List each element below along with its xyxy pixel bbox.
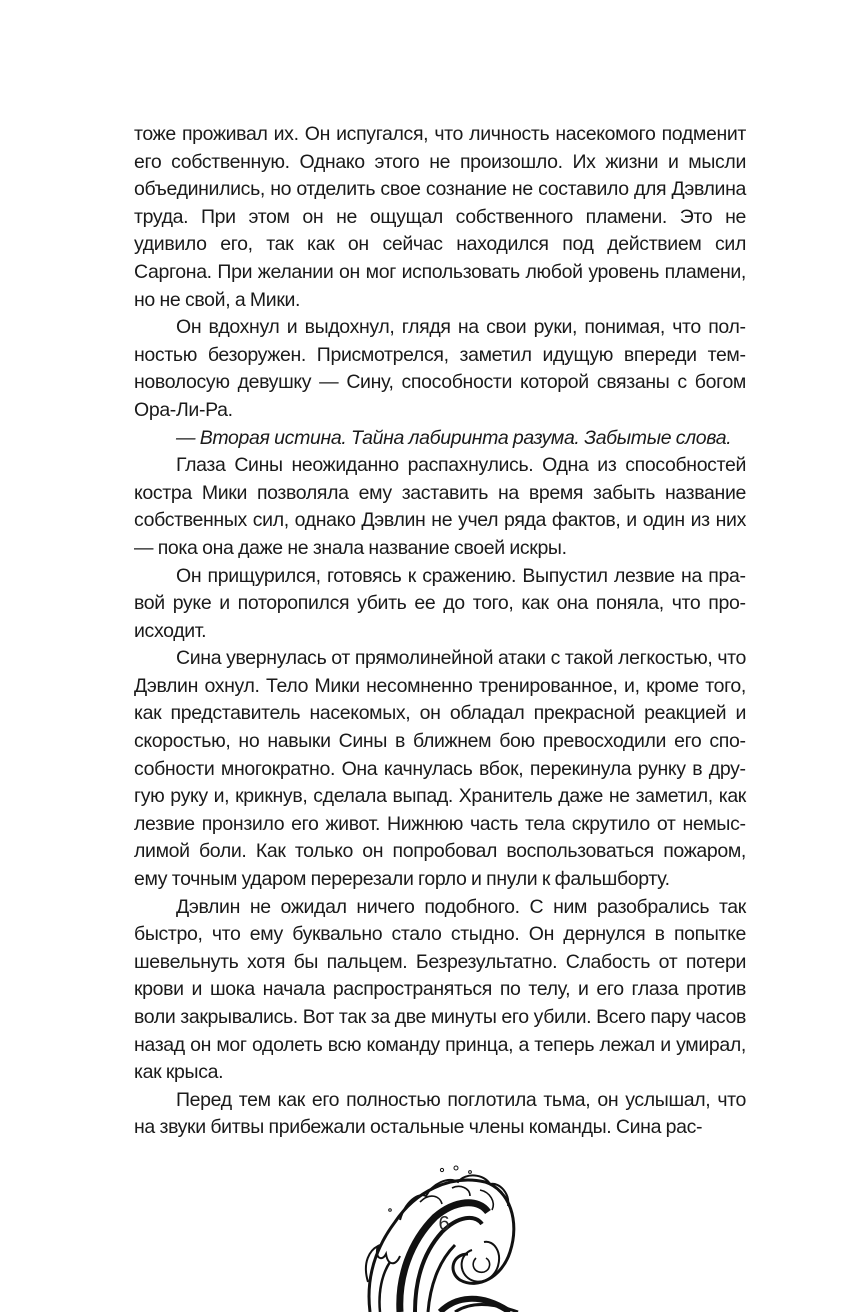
paragraph-3-incantation: — Вторая истина. Тайна лабиринта разума. Забытые слова. [176, 426, 732, 449]
paragraph-2: Он вдохнул и выдохнул, глядя на свои руки, понимая, что полностью безоружен. Присмотрелся, заметил идущую впереди темноволосую девушку — Сину, способности которой связаны с богом Ора-Ли-Ра. [134, 316, 746, 421]
page-number: 6 [438, 1213, 450, 1235]
paragraph-5: Он прищурился, готовясь к сражению. Выпустил лезвие на правой руке и поторопился убить ее до того, как она поняла, что происходит. [134, 564, 746, 642]
paragraph-7: Дэвлин не ожидал ничего подобного. С ним разобрались так быстро, что ему буквально стало стыдно. Он дернулся в попытке шевельнуть хотя бы пальцем. Безрезультатно. Слабость от потери крови и шока начала распространяться по телу, и его глаза против воли закрывались. Вот так за две минуты его убили. Всего пару часов назад он мог одолеть всю команду принца, а теперь лежал и умирал, как крыса. [134, 895, 746, 1084]
paragraph-1: тоже проживал их. Он испугался, что личность насекомого подменит его собственную. Однако этого не произошло. Их жизни и мысли объединились, но отделить свое сознание не составило для Дэвлина труда. При этом он не ощущал собственного пламени. Это не удивило его, так как он сейчас находился под действием сил Саргона. При желании он мог использовать любой уровень пламени, но не свой, а Мики. [134, 123, 746, 311]
paragraph-4: Глаза Сины неожиданно распахнулись. Одна из способностей костра Мики позволяла ему заставить на время забыть название собственных сил, однако Дэвлин не учел ряда фактов, и один из них — пока она даже не знала название своей искры. [134, 454, 746, 559]
page-body-text [134, 121, 746, 1142]
paragraph-8: Перед тем как его полностью поглотила тьма, он услышал, что на звуки битвы прибежали остальные члены команды. Сина рас- [134, 1088, 746, 1139]
paragraph-6: Сина увернулась от прямолинейной атаки с такой легкостью, что Дэвлин охнул. Тело Мики несомненно тренированное, и, кроме того, как представитель насекомых, он обладал прекрасной реакцией и скоростью, но навыки Сины в ближнем бою превосходили его способности многократно. Она качнулась вбок, перекинула рунку в другую руку и, крикнув, сделала выпад. Хранитель даже не заметил, как лезвие пронзило его живот. Нижнюю часть тела скрутило от немыслимой боли. Как только он попробовал воспользоваться пожаром, ему точным ударом перерезали горло и пнули к фальшборту. [134, 647, 746, 891]
wave-icon [360, 1162, 520, 1312]
